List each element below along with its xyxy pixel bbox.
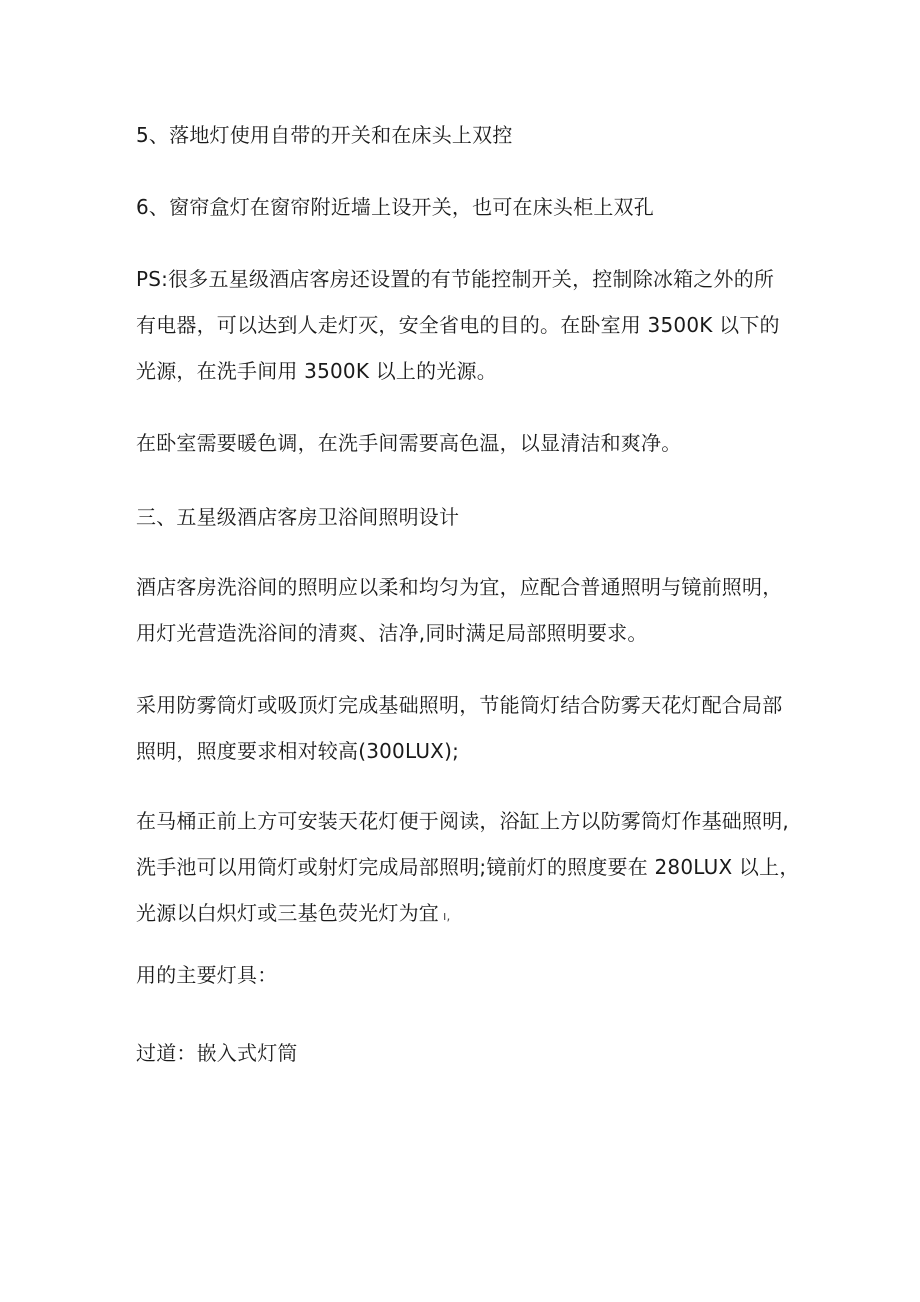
text-line: 在卧室需要暖色调，在洗手间需要高色温，以显清洁和爽净。 <box>136 431 682 455</box>
text-line: 酒店客房洗浴间的照明应以柔和均匀为宜，应配合普通照明与镜前照明， <box>136 575 783 599</box>
text-line: 三、五星级酒店客房卫浴间照明设计 <box>136 505 460 529</box>
paragraph-toilet-mirror-lighting <box>136 798 816 939</box>
text-line: 洗手池可以用筒灯或射灯完成局部照明;镜前灯的照度要在 280LUX 以上， <box>136 855 800 879</box>
stray-mark: ı, <box>443 909 451 923</box>
paragraph-color-tone <box>136 420 816 466</box>
text-line-content: 光源以白炽灯或三基色荧光灯为宜 <box>136 901 439 925</box>
text-line: 6、窗帘盒灯在窗帘附近墙上设开关，也可在床头柜上双孔 <box>136 195 654 219</box>
text-line: 用灯光营造洗浴间的清爽、洁净,同时满足局部照明要求。 <box>136 621 648 645</box>
text-line <box>136 890 816 939</box>
text-line: 过道：嵌入式灯筒 <box>136 1041 298 1065</box>
paragraph-curtain-lamp <box>136 184 816 230</box>
text-line: 5、落地灯使用自带的开关和在床头上双控 <box>136 123 513 147</box>
paragraph-bathroom-lighting <box>136 564 816 656</box>
paragraph-corridor <box>136 1030 816 1076</box>
paragraph-energy-switch <box>136 256 816 394</box>
paragraph-floor-lamp <box>136 112 816 158</box>
text-line: 用的主要灯具： <box>136 963 278 987</box>
section-heading <box>136 494 816 540</box>
paragraph-base-lighting <box>136 682 816 774</box>
text-line: 光源，在洗手间用 3500K 以上的光源。 <box>136 359 497 383</box>
text-line: PS:很多五星级酒店客房还设置的有节能控制开关，控制除冰箱之外的所 <box>136 267 775 291</box>
text-line: 采用防雾筒灯或吸顶灯完成基础照明，节能筒灯结合防雾天花灯配合局部 <box>136 693 783 717</box>
text-line: 有电器，可以达到人走灯灭，安全省电的目的。在卧室用 3500K 以下的 <box>136 313 780 337</box>
paragraph-main-fixtures <box>136 952 816 998</box>
text-line: 照明，照度要求相对较高(300LUX); <box>136 739 460 763</box>
text-line: 在马桶正前上方可安装天花灯便于阅读，浴缸上方以防雾筒灯作基础照明, <box>136 809 789 833</box>
